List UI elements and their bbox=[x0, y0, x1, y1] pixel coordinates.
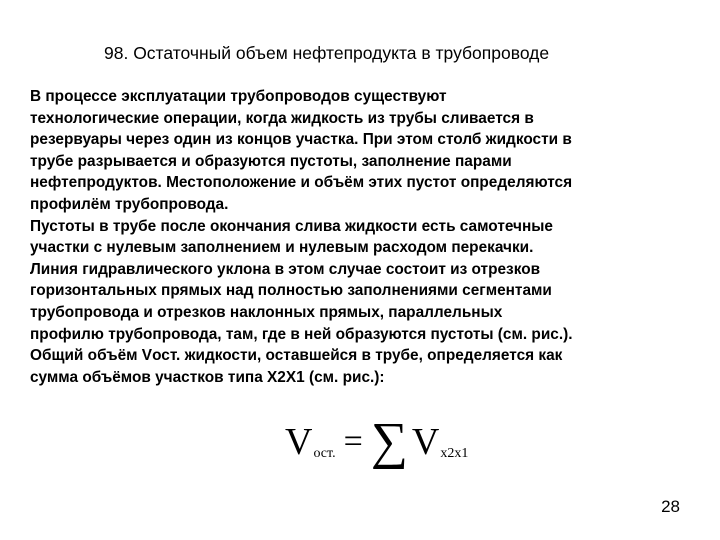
body-line: Линия гидравлического уклона в этом случае состоит из отрезков bbox=[30, 260, 541, 278]
body-line: трубопровода и отрезков наклонных прямых, параллельных bbox=[30, 303, 503, 321]
body-line: сумма объёмов участков типа X2X1 (см. рис.): bbox=[30, 368, 385, 386]
body-line: нефтепродуктов. Местоположение и объём этих пустот определяются bbox=[30, 174, 573, 192]
volume-formula bbox=[285, 414, 505, 470]
page-number: 28 bbox=[661, 497, 680, 516]
formula-rhs-symbol: V bbox=[411, 421, 440, 463]
slide-title: 98. Остаточный объем нефтепродукта в трубопроводе bbox=[104, 43, 550, 63]
sum-symbol: ∑ bbox=[370, 413, 408, 470]
formula-lhs-subscript: ост. bbox=[313, 446, 336, 461]
body-line: технологические операции, когда жидкость из трубы сливается в bbox=[30, 109, 534, 127]
body-line: В процессе эксплуатации трубопроводов существуют bbox=[30, 88, 447, 105]
body-text bbox=[30, 86, 690, 388]
body-line: резервуары через один из концов участка. При этом столб жидкости в bbox=[30, 131, 572, 149]
body-line: Пустоты в трубе после окончания слива жидкости есть самотечные bbox=[30, 217, 553, 235]
formula-lhs-symbol: V bbox=[285, 421, 313, 463]
formula-equals: = bbox=[343, 423, 363, 460]
formula-rhs-subscript: x2x1 bbox=[440, 446, 469, 461]
body-line: профилём трубопровода. bbox=[30, 195, 229, 213]
body-line: трубе разрывается и образуются пустоты, заполнение парами bbox=[30, 152, 512, 170]
body-line: профилю трубопровода, там, где в ней образуются пустоты (см. рис.). bbox=[30, 325, 573, 343]
body-line: участки с нулевым заполнением и нулевым расходом перекачки. bbox=[30, 239, 534, 257]
body-line: горизонтальных прямых над полностью заполнениями сегментами bbox=[30, 282, 552, 300]
body-line: Общий объём Vост. жидкости, оставшейся в трубе, определяется как bbox=[30, 347, 563, 365]
